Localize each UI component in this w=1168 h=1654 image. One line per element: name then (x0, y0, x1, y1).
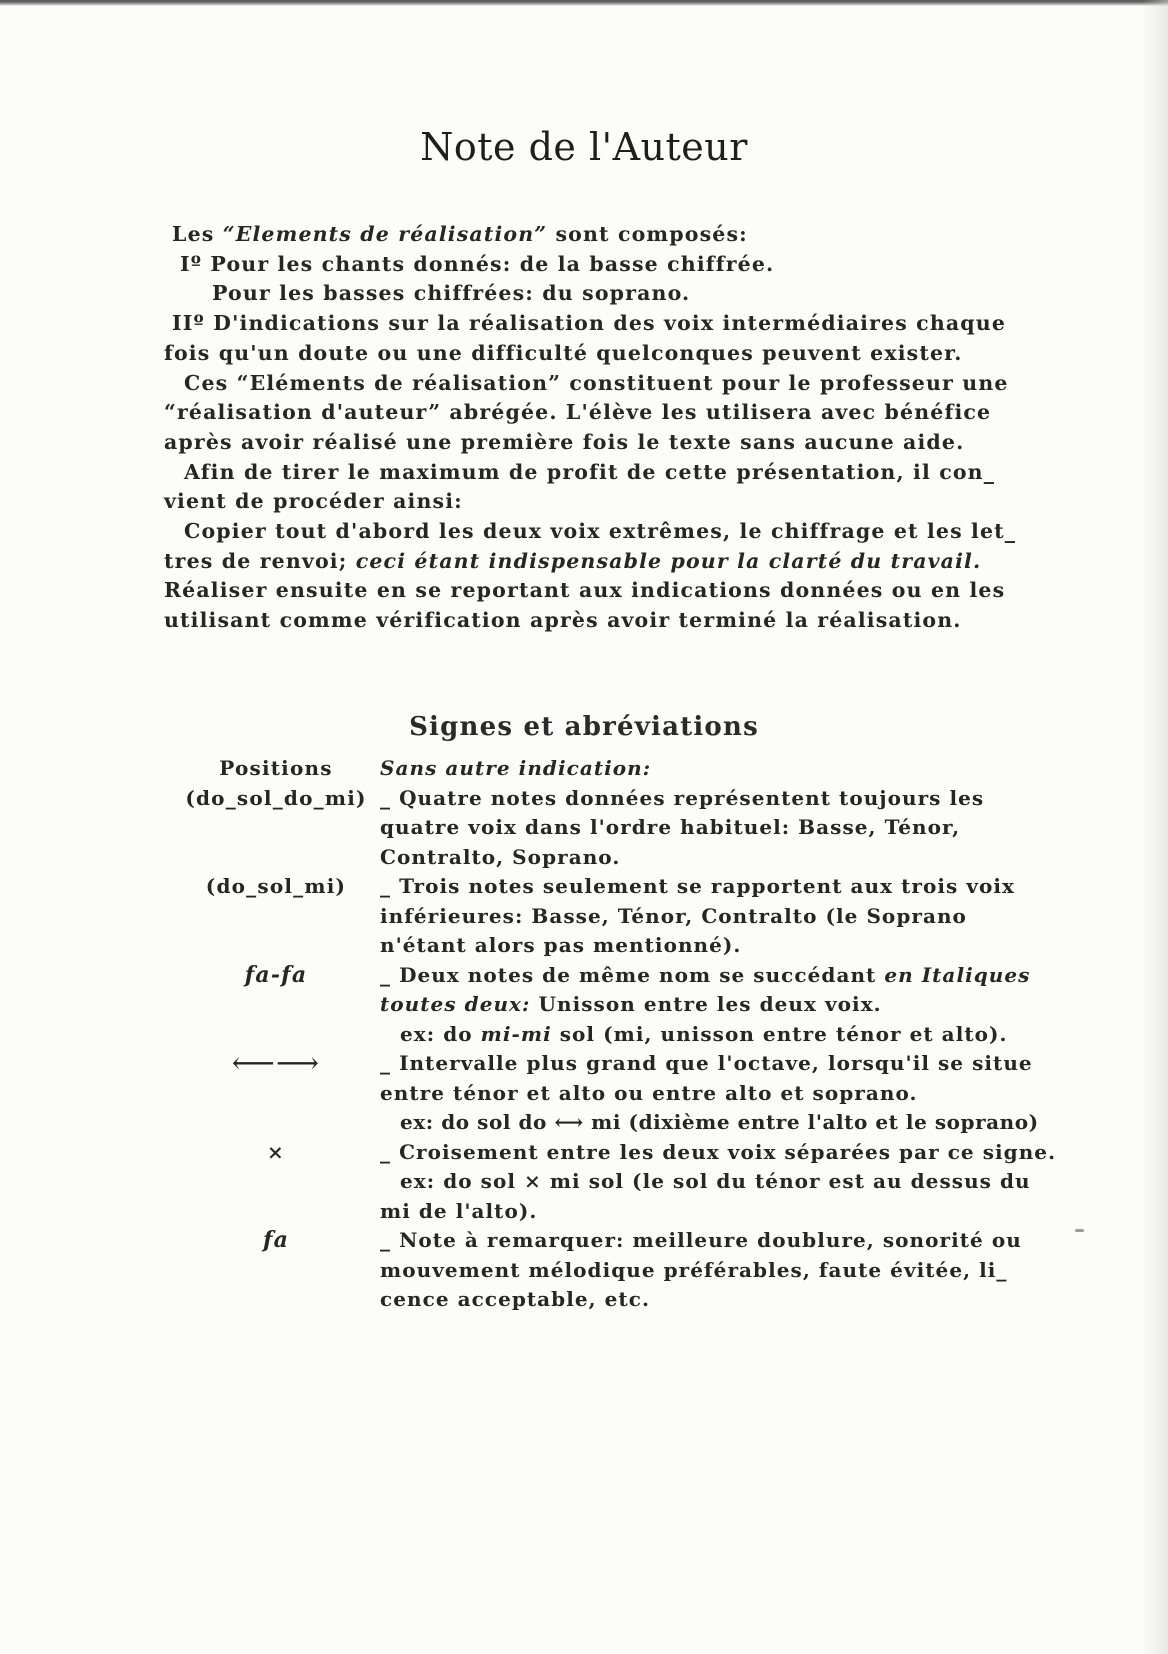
sign-description (380, 872, 1015, 961)
text-run: ex: do sol (400, 1169, 524, 1193)
desc-line: _ Trois notes seulement se rapportent aux trois voix (380, 874, 1016, 898)
intro-line-4: IIº D'indications sur la réalisation des voix intermédiaires chaque (172, 311, 1007, 336)
sign-symbol: (do_sol_mi) (205, 874, 347, 898)
desc-line: quatre voix dans l'ordre habituel: Basse, Ténor, (380, 815, 961, 839)
text-run: Unisson entre les deux voix. (530, 992, 882, 1016)
desc-line: _ Croisement entre les deux voix séparées par ce signe. (380, 1139, 1057, 1164)
text-run: tres de renvoi; (164, 548, 356, 573)
desc-line: inférieures: Basse, Ténor, Contralto (le Soprano (380, 903, 967, 928)
small-cross-icon: × (524, 1169, 542, 1193)
intro-line-14: utilisant comme vérification après avoir terminé la réalisation. (164, 608, 962, 633)
italic-run: toutes deux: (380, 992, 531, 1016)
sign-row-remark (172, 1226, 1022, 1315)
text-run: mi (dixième entre l'alto et le soprano) (583, 1110, 1039, 1134)
sign-description (380, 1226, 1022, 1315)
desc-line: Contralto, Soprano. (380, 844, 621, 869)
header-desc-cell (380, 754, 1012, 784)
example-line (380, 1108, 1039, 1138)
desc-line (380, 961, 1030, 991)
intro-line-12 (164, 547, 1002, 577)
intro-line-3: Pour les basses chiffrées: du soprano. (212, 281, 691, 306)
signs-header-row (172, 754, 1012, 784)
intro-line-7: “réalisation d'auteur” abrégée. L'élève les utilisera avec bénéfice (164, 400, 992, 425)
intro-line-11: Copier tout d'abord les deux voix extrêmes, le chiffrage et les let_ (184, 519, 1017, 544)
sign-symbol: (do_sol_do_mi) (185, 785, 367, 810)
desc-line: entre ténor et alto ou entre alto et soprano. (380, 1080, 918, 1105)
sign-row-three-notes (172, 872, 1016, 961)
intro-line-13: Réaliser ensuite en se reportant aux indications données ou en les (164, 578, 1006, 603)
desc-line: mouvement mélodique préférables, faute évitée, li_ (380, 1257, 1008, 1282)
desc-line: _ Quatre notes données représentent toujours les (380, 785, 985, 810)
header-sans-autre: Sans autre indication: (380, 756, 652, 780)
header-positions: Positions (219, 756, 333, 780)
text-run: Les (172, 222, 223, 246)
signs-section-title: Signes et abréviations (409, 711, 759, 742)
sign-row-crossing (172, 1138, 1057, 1227)
signs-table (172, 754, 1057, 1315)
cross-icon: × (267, 1139, 285, 1164)
text-run: sont composés: (547, 222, 748, 246)
page-title: Note de l'Auteur (420, 125, 748, 170)
desc-line: _ Intervalle plus grand que l'octave, lorsqu'il se situe (380, 1051, 1033, 1075)
sign-symbol: fa-fa (244, 961, 308, 988)
double-arrow-glyph: ⟵⟶ (231, 1046, 321, 1081)
sign-description (380, 1049, 1039, 1138)
text-run: ex: do (400, 1021, 481, 1046)
text-run: mi sol (le sol du ténor est au dessus du (541, 1169, 1031, 1193)
intro-line-10: vient de procéder ainsi: (164, 489, 463, 514)
text-run: sol (mi, unisson entre ténor et alto). (551, 1021, 1008, 1046)
example-line (380, 1020, 1030, 1050)
page-binding-shadow (1142, 0, 1168, 1654)
text-run: ex: do sol do (400, 1110, 555, 1134)
italic-run: ceci étant indispensable pour la clarté du travail. (355, 548, 982, 573)
intro-line-6: Ces “Eléments de réalisation” constituent pour le professeur une (184, 370, 1009, 395)
small-double-arrow-icon: ⟷ (554, 1110, 584, 1134)
italic-run: en Italiques (884, 962, 1031, 987)
desc-line: n'étant alors pas mentionné). (380, 933, 742, 957)
desc-line: cence acceptable, etc. (380, 1287, 650, 1311)
italic-run: “Elements de réalisation” (222, 222, 548, 246)
sign-description (380, 1138, 1056, 1227)
desc-line: _ Note à remarquer: meilleure doublure, sonorité ou (380, 1228, 1022, 1252)
double-arrow-icon (172, 1046, 380, 1138)
desc-line (380, 990, 1030, 1020)
sign-row-four-notes (172, 784, 1012, 873)
intro-line-2: Iº Pour les chants donnés: de la basse chiffrée. (180, 251, 775, 276)
author-note-body (164, 220, 1017, 636)
intro-line-5: fois qu'un doute ou une difficulté quelconques peuvent exister. (164, 340, 963, 365)
intro-line-9: Afin de tirer le maximum de profit de cette présentation, il con_ (184, 459, 996, 484)
intro-line-1 (172, 220, 1002, 250)
text-run: _ Deux notes de même nom se succédant (380, 962, 885, 987)
example-line (380, 1167, 1056, 1197)
sign-row-unison (172, 961, 1031, 1050)
paper-speck (1075, 1229, 1084, 1232)
desc-line: mi de l'alto). (380, 1198, 538, 1223)
page-top-edge (0, 0, 1168, 6)
italic-run: mi-mi (480, 1021, 552, 1046)
sign-description (380, 784, 1012, 873)
intro-line-8: après avoir réalisé une première fois le texte sans aucune aide. (164, 429, 965, 454)
sign-symbol: fa (262, 1227, 290, 1253)
sign-description (380, 961, 1030, 1050)
sign-row-interval (172, 1046, 1039, 1138)
